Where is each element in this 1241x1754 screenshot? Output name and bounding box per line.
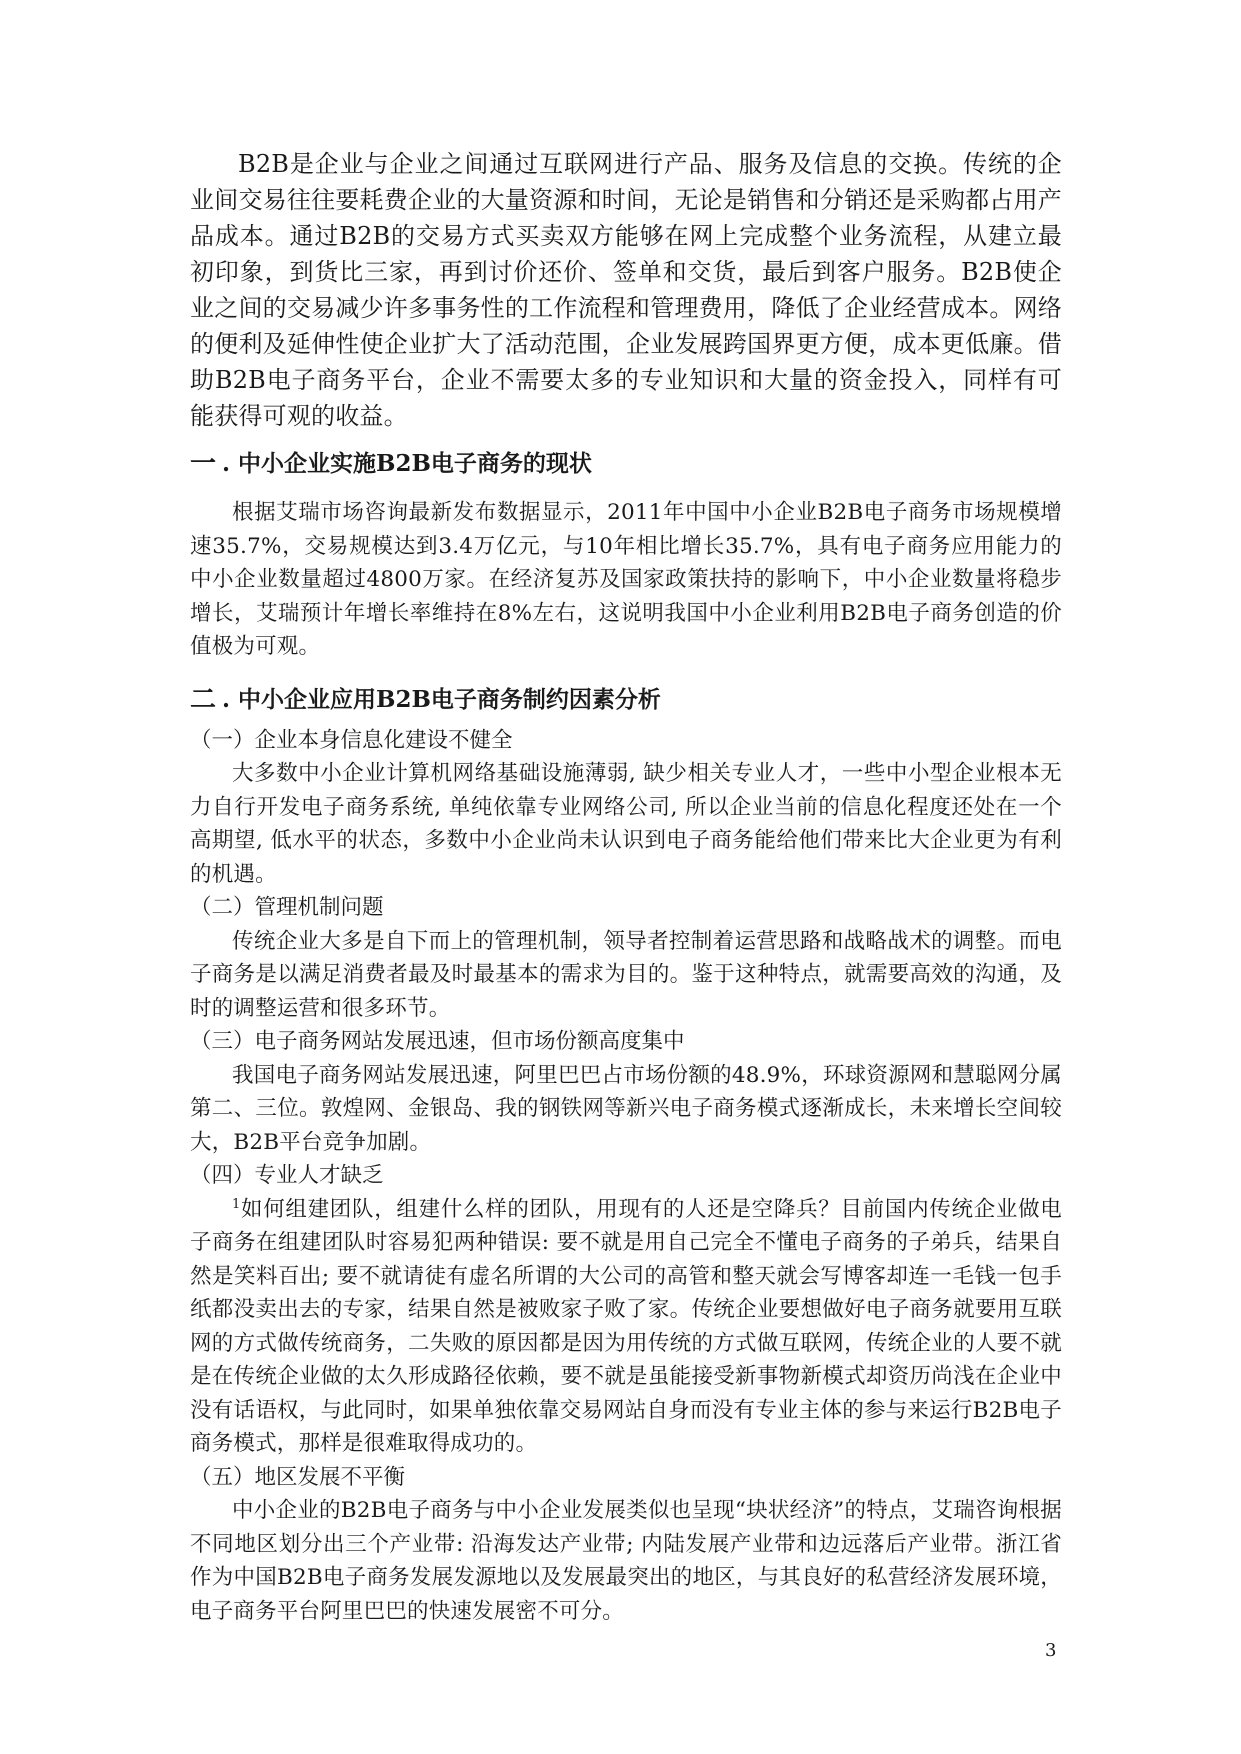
subsection-5-paragraph: 中小企业的B2B电子商务与中小企业发展类似也呈现“块状经济”的特点，艾瑞咨询根据不同地区划分出三个产业带: 沿海发达产业带; 内陆发展产业带和边远落后产业带。浙江省作为中国B2B电子商务发展发源地以及发展最突出的地区，与其良好的私营经济发展环境，电子商务平台阿里巴巴的快速发展密不可分。 (190, 1498, 1062, 1624)
subsection-4-text: 如何组建团队，组建什么样的团队，用现有的人还是空降兵？目前国内传统企业做电子商务在组建团队时容易犯两种错误: 要不就是用自己完全不懂电子商务的子弟兵，结果自然是笑料百出; 要不就请徒有虚名所谓的大公司的高管和整天就会写博客却连一毛钱一包手纸都没卖出去的专家，结果自然是被败家子败了家。传统企业要想做好电子商务就要用互联网的方式做传统商务，二失败的原因都是因为用传统的方式做互联网，传统企业的人要不就是在传统企业做的太久形成路径依赖，要不就是虽能接受新事物新模式却资历尚浅在企业中没有话语权，与此同时，如果单独依靠交易网站自身而没有专业主体的参与来运行B2B电子商务模式，那样是很难取得成功的。 (190, 1196, 1062, 1456)
page-content (190, 146, 1062, 1628)
section-1-paragraph: 根据艾瑞市场咨询最新发布数据显示，2011年中国中小企业B2B电子商务市场规模增速35.7%，交易规模达到3.4万亿元，与10年相比增长35.7%，具有电子商务应用能力的中小企业数量超过4800万家。在经济复苏及国家政策扶持的影响下，中小企业数量将稳步增长，艾瑞预计年增长率维持在8%左右，这说明我国中小企业利用B2B电子商务创造的价值极为可观。 (190, 500, 1062, 659)
subsection-2-title: （二）管理机制问题 (190, 895, 384, 920)
section-1-number: 一 (190, 449, 217, 479)
section-2-number: 二 (190, 684, 217, 715)
footnote-marker: 1 (232, 1196, 241, 1212)
intro-paragraph: B2B是企业与企业之间通过互联网进行产品、服务及信息的交换。传统的企业间交易往往要耗费企业的大量资源和时间，无论是销售和分销还是采购都占用产品成本。通过B2B的交易方式买卖双方能够在网上完成整个业务流程，从建立最初印象，到货比三家，再到讨价还价、签单和交货，最后到客户服务。B2B使企业之间的交易减少许多事务性的工作流程和管理费用，降低了企业经营成本。网络的便利及延伸性使企业扩大了活动范围，企业发展跨国界更方便，成本更低廉。借助B2B电子商务平台，企业不需要太多的专业知识和大量的资金投入，同样有可能获得可观的收益。 (190, 150, 1062, 430)
subsection-4-title: （四）专业人才缺乏 (190, 1163, 384, 1188)
subsection-4-paragraph (190, 1193, 1062, 1461)
page-number: 3 (1045, 1640, 1057, 1661)
section-2-heading (190, 682, 1062, 718)
section-2-title: . 中小企业应用B2B电子商务制约因素分析 (222, 685, 661, 713)
subsection-5-title: （五）地区发展不平衡 (190, 1464, 406, 1490)
subsection-1-title: （一）企业本身信息化建设不健全 (190, 727, 513, 753)
section-1-title: . 中小企业实施B2B电子商务的现状 (222, 450, 592, 477)
section-1-heading (190, 446, 1062, 482)
subsection-3-title: （三）电子商务网站发展迅速，但市场份额高度集中 (190, 1029, 685, 1054)
subsection-2-paragraph: 传统企业大多是自下而上的管理机制，领导者控制着运营思路和战略战术的调整。而电子商务是以满足消费者最及时最基本的需求为目的。鉴于这种特点，就需要高效的沟通，及时的调整运营和很多环节。 (190, 928, 1062, 1021)
subsection-1-paragraph: 大多数中小企业计算机网络基础设施薄弱, 缺少相关专业人才，一些中小型企业根本无力自行开发电子商务系统, 单纯依靠专业网络公司, 所以企业当前的信息化程度还处在一个高期望, 低水平的状态，多数中小企业尚未认识到电子商务能给他们带来比大企业更为有利的机遇。 (190, 761, 1062, 887)
subsection-3-paragraph: 我国电子商务网站发展迅速，阿里巴巴占市场份额的48.9%，环球资源网和慧聪网分属第二、三位。敦煌网、金银岛、我的钢铁网等新兴电子商务模式逐渐成长，未来增长空间较大，B2B平台竞争加剧。 (190, 1062, 1062, 1155)
